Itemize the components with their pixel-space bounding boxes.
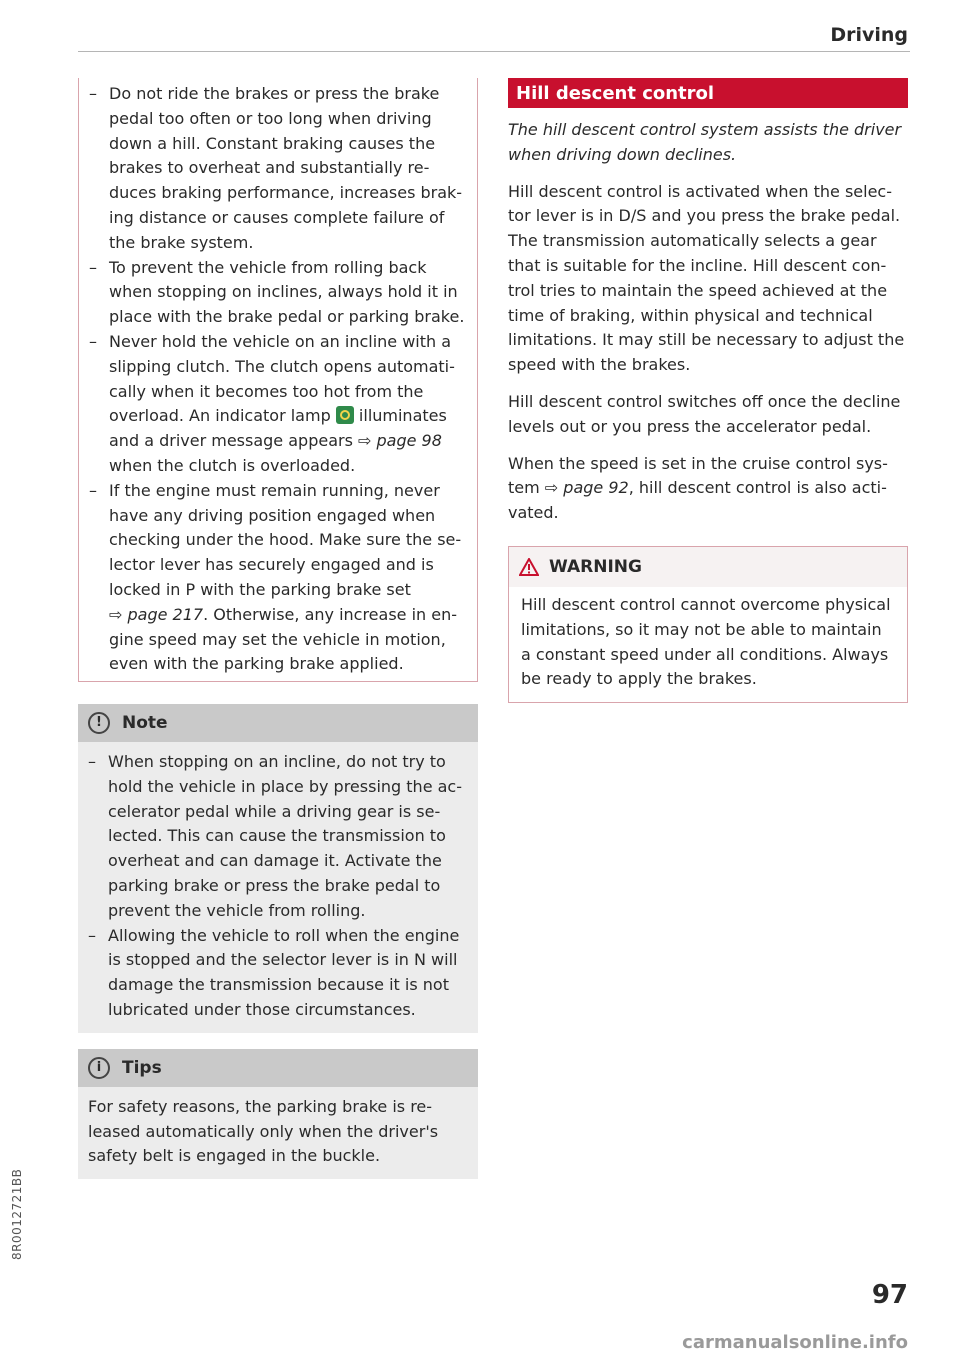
left-column [78, 78, 478, 1179]
note-header [78, 704, 478, 742]
warning-title: WARNING [549, 556, 642, 577]
header-rule [78, 51, 910, 52]
warning-item: – If the engine must remain running, never have any driving position engaged when checking under the hood. Make sure the se- lector lever has securely engaged and is locked in P with the parking brake set ⇨ page 217. Otherwise, any increase in en- gine speed may set the vehicle in motion, even with the parking brake applied. [89, 480, 462, 674]
page-link-92[interactable]: ⇨ page 92 [544, 478, 629, 498]
page-number: 97 [871, 1280, 908, 1310]
warning-item: – Do not ride the brakes or press the brake pedal too often or too long when driving down a hill. Constant braking causes the brakes to overheat and substantially re- duces braking performance, increases brak- ing distance or causes complete failure of the brake system. [89, 84, 463, 252]
tips-text: For safety reasons, the parking brake is re- leased automatically only when the driver's safety belt is engaged in the buckle. [88, 1096, 439, 1166]
section-label: Driving [830, 24, 908, 46]
continued-warning-box [78, 78, 478, 682]
info-circle-icon: i [88, 1057, 110, 1079]
note-title: Note [122, 713, 168, 733]
watermark: carmanualsonline.info [682, 1332, 908, 1353]
tips-header [78, 1049, 478, 1087]
note-item: – Allowing the vehicle to roll when the engine is stopped and the selector lever is in N will damage the transmission because it is not lubricated under those circumstances. [88, 925, 460, 1019]
page-link-98[interactable]: ⇨ page 98 [358, 431, 442, 451]
paragraph-activation: Hill descent control is activated when the selec- tor lever is in D/S and you press the brake pedal. The transmission automatically selects a gear that is suitable for the incline. Hill descent con- trol tries to maintain the speed achieved at the time of braking, within physical and technical limitations. It may still be necessary to adjust the speed with the brakes. [508, 181, 905, 375]
paragraph-cruise-control: When the speed is set in the cruise control sys- tem ⇨ page 92, hill descent control is also acti- vated. [508, 453, 888, 523]
tips-box [78, 1049, 478, 1179]
note-body [78, 742, 478, 1033]
right-column [508, 78, 908, 703]
tips-body [78, 1087, 478, 1179]
warning-item: – Never hold the vehicle on an incline with a slipping clutch. The clutch opens automati- cally when it becomes too hot from the overload. An indicator lamp illuminates and a driver message appears ⇨ page 98 when the clutch is overloaded. [89, 331, 455, 475]
warning-text: Hill descent control cannot overcome physical limitations, so it may not be able to maintain a constant speed under all conditions. Always be ready to apply the brakes. [521, 594, 891, 689]
section-title: Hill descent control [508, 78, 908, 108]
exclamation-circle-icon: ! [88, 712, 110, 734]
warning-item: – To prevent the vehicle from rolling back when stopping on inclines, always hold it in place with the brake pedal or parking brake. [89, 257, 465, 327]
intro-text: The hill descent control system assists the driver when driving down declines. [508, 120, 902, 164]
paragraph-switch-off: Hill descent control switches off once the decline levels out or you press the accelerator pedal. [508, 391, 901, 436]
warning-body [508, 587, 908, 703]
tips-title: Tips [122, 1057, 162, 1078]
note-item: – When stopping on an incline, do not try to hold the vehicle in place by pressing the ac- celerator pedal while a driving gear is se- lected. This can cause the transmission to overheat and can damage it. Activate the parking brake or press the brake pedal to prevent the vehicle from rolling. [88, 752, 462, 920]
document-code: 8R0012721BB [10, 1168, 24, 1260]
warning-triangle-icon [519, 558, 539, 576]
page-link-217[interactable]: ⇨ page 217 [109, 604, 204, 624]
clutch-indicator-lamp-icon [336, 406, 354, 424]
warning-header [508, 546, 908, 587]
note-box [78, 704, 478, 1033]
